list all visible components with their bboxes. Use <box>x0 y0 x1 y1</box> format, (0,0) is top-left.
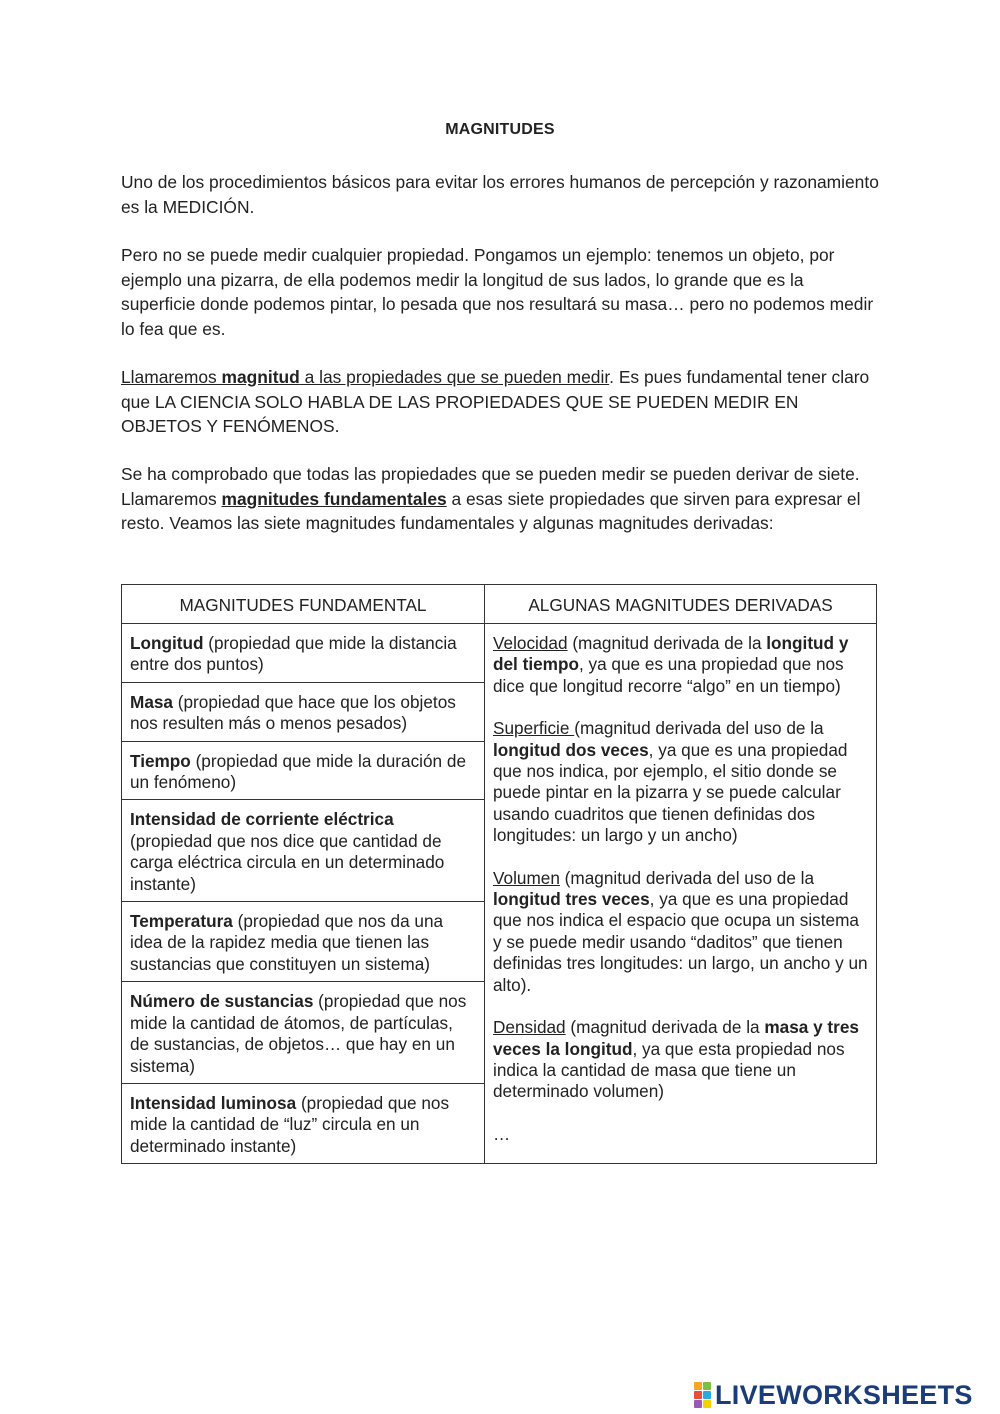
header-derived: ALGUNAS MAGNITUDES DERIVADAS <box>485 585 877 624</box>
header-fundamental: MAGNITUDES FUNDAMENTAL <box>122 585 485 624</box>
page-title: MAGNITUDES <box>445 121 555 138</box>
magnitudes-table <box>121 584 877 1164</box>
fundamental-cell: Número de sustancias (propiedad que nos mide la cantidad de átomos, de partículas, de sustancias, de objetos… que hay en un sistema) <box>122 982 485 1084</box>
logo-blocks-icon <box>694 1382 711 1408</box>
logo-block <box>703 1400 711 1408</box>
derived-cell <box>485 624 877 1164</box>
term-magnitudes-fundamentales: magnitudes fundamentales <box>221 488 447 509</box>
derived-ellipsis: … <box>493 1123 511 1144</box>
derived-superficie: Superficie (magnitud derivada del uso de la longitud dos veces, ya que es una propiedad que nos indica, por ejemplo, el sitio donde se puede pintar en la pizarra y se puede calcular usando cuadritos que tienen definidas dos longitudes: un largo y un ancho) <box>493 718 848 846</box>
fundamental-cell: Intensidad luminosa (propiedad que nos mide la cantidad de “luz” circula en un determinado instante) <box>122 1083 485 1163</box>
paragraph-fundamental: Se ha comprobado que todas las propiedades que se pueden medir se pueden derivar de siete. Llamaremos magnitudes fundamentales a esas siete propiedades que sirven para expresar el resto. Veamos las siete magnitudes fundamentales y algunas magnitudes derivadas: <box>121 464 861 533</box>
term-magnitud: magnitud <box>221 367 300 387</box>
logo-block <box>703 1391 711 1399</box>
logo-text: LIVEWORKSHEETS <box>715 1379 973 1410</box>
fundamental-cell: Longitud (propiedad que mide la distancia entre dos puntos) <box>122 624 485 683</box>
fundamental-cell: Temperatura (propiedad que nos da una idea de la rapidez media que tienen las sustancias que constituyen un sistema) <box>122 902 485 982</box>
paragraph-example: Pero no se puede medir cualquier propiedad. Pongamos un ejemplo: tenemos un objeto, por ejemplo una pizarra, de ella podemos medir la longitud de sus lados, lo grande que es la superficie donde podemos pintar, lo pesada que nos resultará su masa… pero no podemos medir lo fea que es. <box>121 245 874 339</box>
derived-volumen: Volumen (magnitud derivada del uso de la longitud tres veces, ya que es una propiedad que nos indica el espacio que ocupa un sistema y se puede medir usando “daditos” que tienen definidas tres longitudes: un largo, un ancho y un alto). <box>493 867 868 995</box>
logo-block <box>694 1391 702 1399</box>
paragraph-magnitud-definition: Llamaremos magnitud a las propiedades que se pueden medir. Es pues fundamental tener claro que LA CIENCIA SOLO HABLA DE LAS PROPIEDADES QUE SE PUEDEN MEDIR EN OBJETOS Y FENÓMENOS. <box>121 367 870 436</box>
paragraph-intro: Uno de los procedimientos básicos para evitar los errores humanos de percepción y razonamiento es la MEDICIÓN. <box>121 172 879 217</box>
fundamental-cell: Tiempo (propiedad que mide la duración de un fenómeno) <box>122 741 485 800</box>
derived-velocidad: Velocidad (magnitud derivada de la longitud y del tiempo, ya que es una propiedad que nos dice que longitud recorre “algo” en un tiempo) <box>493 633 849 696</box>
logo-block <box>694 1400 702 1408</box>
table-row <box>122 624 877 683</box>
fundamental-cell: Masa (propiedad que hace que los objetos nos resulten más o menos pesados) <box>122 682 485 741</box>
logo-block <box>694 1382 702 1390</box>
logo-block <box>703 1382 711 1390</box>
liveworksheets-logo <box>694 1378 973 1412</box>
table-header-row <box>122 585 877 624</box>
derived-densidad: Densidad (magnitud derivada de la masa y tres veces la longitud, ya que esta propiedad nos indica la cantidad de masa que tiene un determinado volumen) <box>493 1017 859 1102</box>
fundamental-cell: Intensidad de corriente eléctrica (propiedad que nos dice que cantidad de carga eléctrica circula en un determinado instante) <box>122 800 485 902</box>
underlined-definition: Llamaremos magnitud a las propiedades que se pueden medir <box>121 367 610 387</box>
